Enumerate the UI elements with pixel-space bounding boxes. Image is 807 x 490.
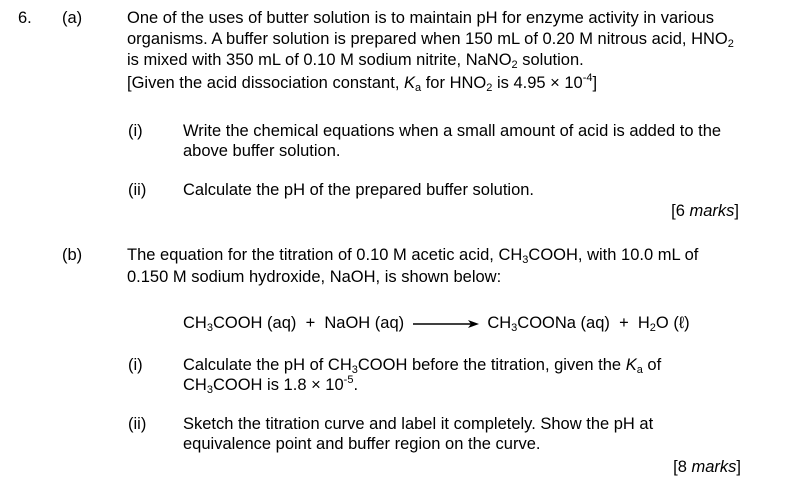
part-a-ii-label: (ii) (128, 181, 147, 199)
part-a-ii-text: Calculate the pH of the prepared buffer solution. (183, 181, 535, 199)
reaction-arrow-icon (413, 319, 479, 329)
part-b-i-label: (i) (128, 356, 143, 374)
part-a-intro-line-3: is mixed with 350 mL of 0.10 M sodium nitrite, NaNO$_2$ solution. (127, 51, 584, 71)
part-b-intro-line-2: 0.150 M sodium hydroxide, NaOH, is shown below: (127, 268, 502, 286)
part-a-i-line-1: Write the chemical equations when a small amount of acid is added to the (183, 122, 722, 140)
part-b-i-line-1: Calculate the pH of $CH_3COOH$ before the titration, given the $K_a$ of (183, 356, 662, 376)
part-a-intro-line-2: organisms. A buffer solution is prepared when 150 mL of 0.20 M nitrous acid, $HNO_2$ (127, 30, 734, 50)
part-a-marks: [6 marks] (671, 202, 739, 220)
titration-equation: $CH_3COOH$ (aq) + NaOH (aq) $CH_3COONa$ $(aq) + H_2O$ (ℓ) (183, 314, 690, 334)
question-number: 6. (18, 9, 32, 27)
part-a-intro-line-1: One of the uses of butter solution is to maintain pH for enzyme activity in various (127, 9, 714, 27)
part-b-ii-line-2: equivalence point and buffer region on the curve. (183, 435, 541, 453)
part-b-intro-line-1: The equation for the titration of 0.10 M acetic acid, $CH_3COOH$, with 10.0 mL of (127, 246, 699, 266)
part-b-ii-label: (ii) (128, 415, 147, 433)
part-b-i-line-2: $CH_3COOH$ is $1.8 \times 10^{-5}$. (183, 374, 359, 396)
part-a-given-constant: [Given the acid dissociation constant, $K_a$ for $HNO_2$ is $4.95 \times 10^{-4}$] (127, 72, 598, 94)
part-b-ii-line-1: Sketch the titration curve and label it completely. Show the pH at (183, 415, 654, 433)
part-a-label: (a) (62, 9, 83, 27)
part-b-marks: [8 marks] (673, 458, 741, 476)
part-b-label: (b) (62, 246, 83, 264)
part-a-i-line-2: above buffer solution. (183, 142, 341, 160)
part-a-i-label: (i) (128, 122, 143, 140)
